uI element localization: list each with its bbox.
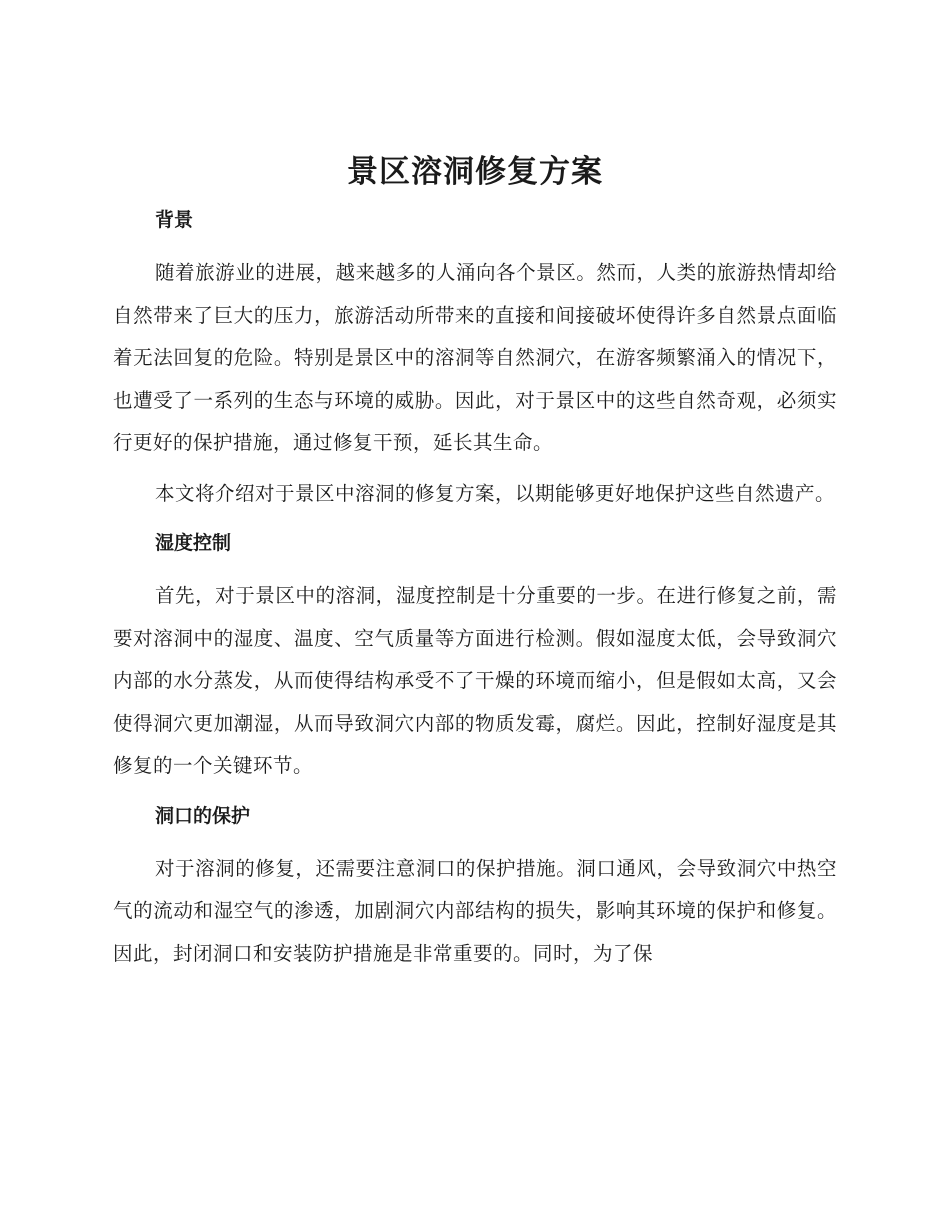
paragraph: 本文将介绍对于景区中溶洞的修复方案，以期能够更好地保护这些自然遗产。 <box>155 481 836 505</box>
document-body <box>113 200 837 983</box>
section-heading: 洞口的保护 <box>155 804 251 827</box>
section-background <box>113 200 837 515</box>
section-heading: 湿度控制 <box>155 532 232 554</box>
section-cave-entrance-protection <box>113 796 837 976</box>
section-humidity-control <box>113 523 837 788</box>
section-heading: 背景 <box>155 209 194 231</box>
paragraph: 首先，对于景区中的溶洞，湿度控制是十分重要的一步。在进行修复之前，需要对溶洞中的湿度、温度、空气质量等方面进行检测。假如湿度太低，会导致洞穴内部的水分蒸发，从而使得结构承受不了干燥的环境而缩小，但是假如太高，又会使得洞穴更加潮湿，从而导致洞穴内部的物质发霉，腐烂。因此，控制好湿度是其修复的一个关键环节。 <box>113 584 837 777</box>
document-title: 景区溶洞修复方案 <box>347 154 603 190</box>
paragraph: 对于溶洞的修复，还需要注意洞口的保护措施。洞口通风，会导致洞穴中热空气的流动和湿空气的渗透，加剧洞穴内部结构的损失，影响其环境的保护和修复。因此，封闭洞口和安装防护措施是非常重要的。同时，为了保 <box>113 856 837 965</box>
paragraph: 随着旅游业的进展，越来越多的人涌向各个景区。然而，人类的旅游热情却给自然带来了巨大的压力，旅游活动所带来的直接和间接破坏使得许多自然景点面临着无法回复的危险。特别是景区中的溶洞等自然洞穴，在游客频繁涌入的情况下，也遭受了一系列的生态与环境的威胁。因此，对于景区中的这些自然奇观，必须实行更好的保护措施，通过修复干预，延长其生命。 <box>113 261 837 454</box>
